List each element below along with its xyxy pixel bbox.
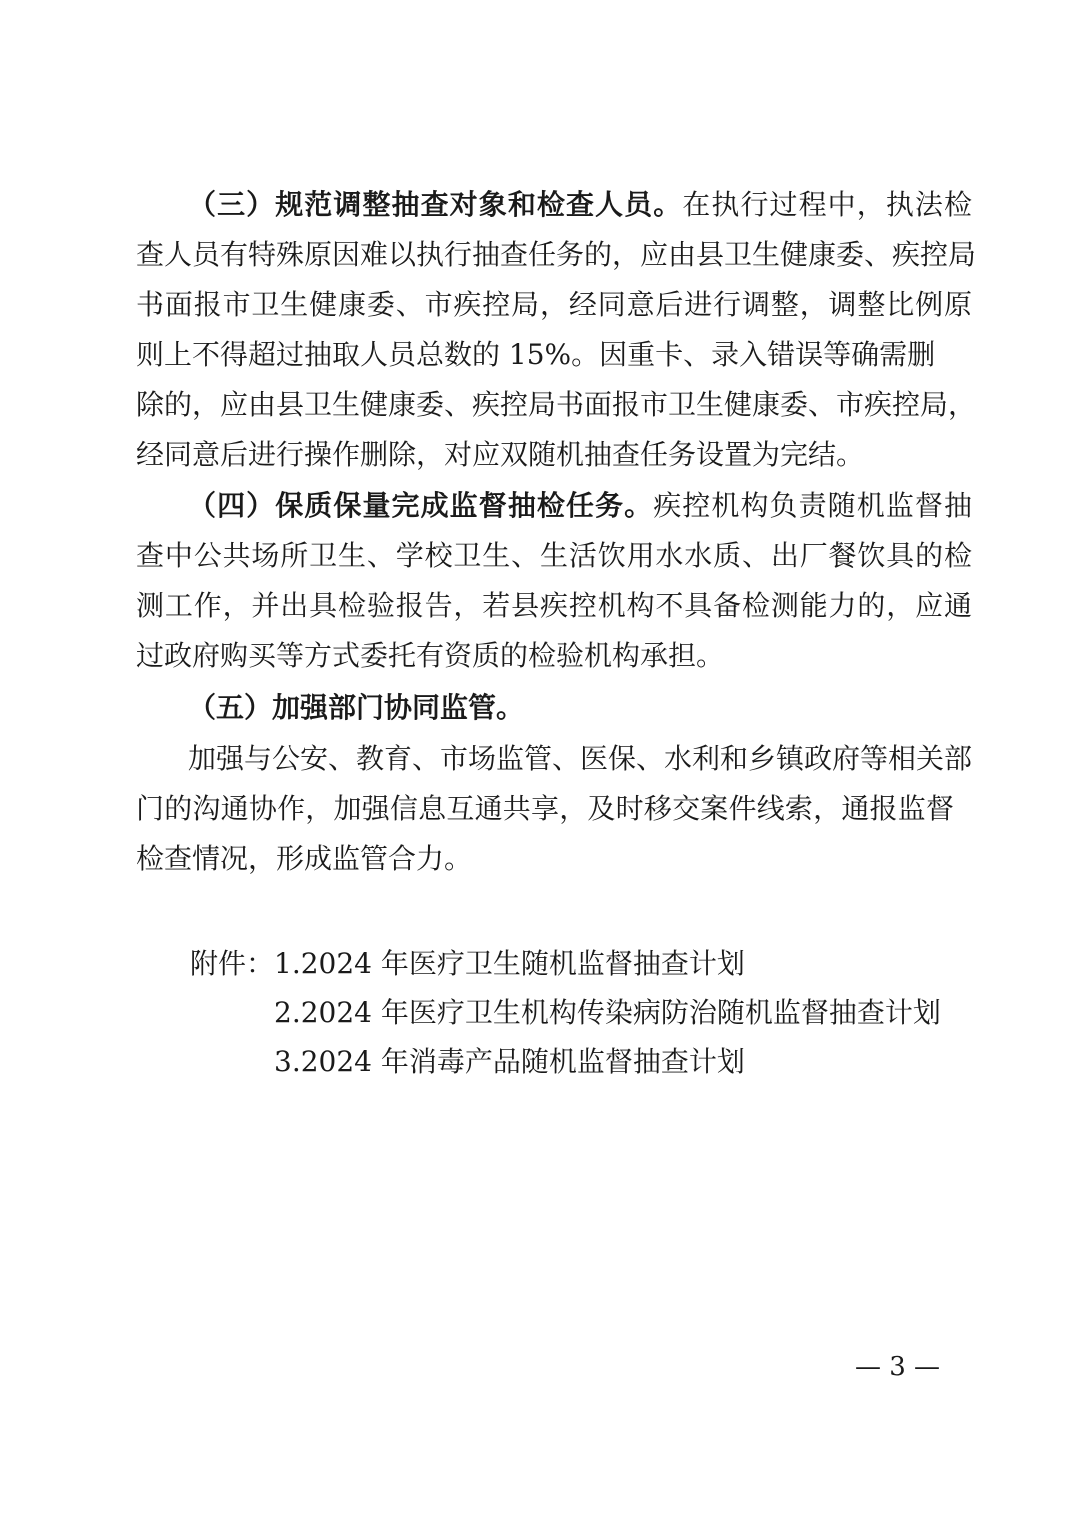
- section4-line4: 过政府购买等方式委托有资质的检验机构承担。: [136, 639, 725, 672]
- section3-line2: 查人员有特殊原因难以执行抽查任务的，应由县卫生健康委、疾控局: [136, 238, 977, 271]
- section3-heading: （三）规范调整抽查对象和检查人员。: [188, 188, 683, 221]
- section4-line1-text: 疾控机构负责随机监督抽: [653, 489, 972, 522]
- section3-line4: 则上不得超过抽取人员总数的 15%。因重卡、录入错误等确需删: [136, 338, 936, 371]
- section4-line1: [188, 481, 972, 531]
- section3-line3: 书面报市卫生健康委、市疾控局，经同意后进行调整，调整比例原: [136, 288, 972, 321]
- section3-line6: 经同意后进行操作删除，对应双随机抽查任务设置为完结。: [136, 438, 865, 471]
- section5-line2: 门的沟通协作，加强信息互通共享，及时移交案件线索，通报监督: [136, 792, 954, 825]
- attachment-item-2: 2.2024 年医疗卫生机构传染病防治随机监督抽查计划: [274, 996, 941, 1029]
- section4-heading: （四）保质保量完成监督抽检任务。: [188, 489, 654, 522]
- page-number: — 3 —: [854, 1352, 941, 1382]
- section5-line1: 加强与公安、教育、市场监管、医保、水利和乡镇政府等相关部: [188, 742, 973, 775]
- attachment-item-3: 3.2024 年消毒产品随机监督抽查计划: [274, 1045, 745, 1078]
- section4-line3: 测工作，并出具检验报告，若县疾控机构不具备检测能力的，应通: [136, 589, 972, 622]
- section5-heading: （五）加强部门协同监管。: [188, 691, 525, 724]
- section5-line3: 检查情况，形成监管合力。: [136, 842, 473, 875]
- attachment-item-1: 1.2024 年医疗卫生随机监督抽查计划: [274, 947, 745, 980]
- section3-line1: [188, 180, 972, 230]
- attachments-label: 附件：: [190, 947, 275, 980]
- section5-heading-line: [188, 683, 972, 733]
- section3-line1-text: 在执行过程中，执法检: [682, 188, 972, 221]
- section3-line5: 除的，应由县卫生健康委、疾控局书面报市卫生健康委、市疾控局，: [136, 388, 977, 421]
- section4-line2: 查中公共场所卫生、学校卫生、生活饮用水水质、出厂餐饮具的检: [136, 539, 972, 572]
